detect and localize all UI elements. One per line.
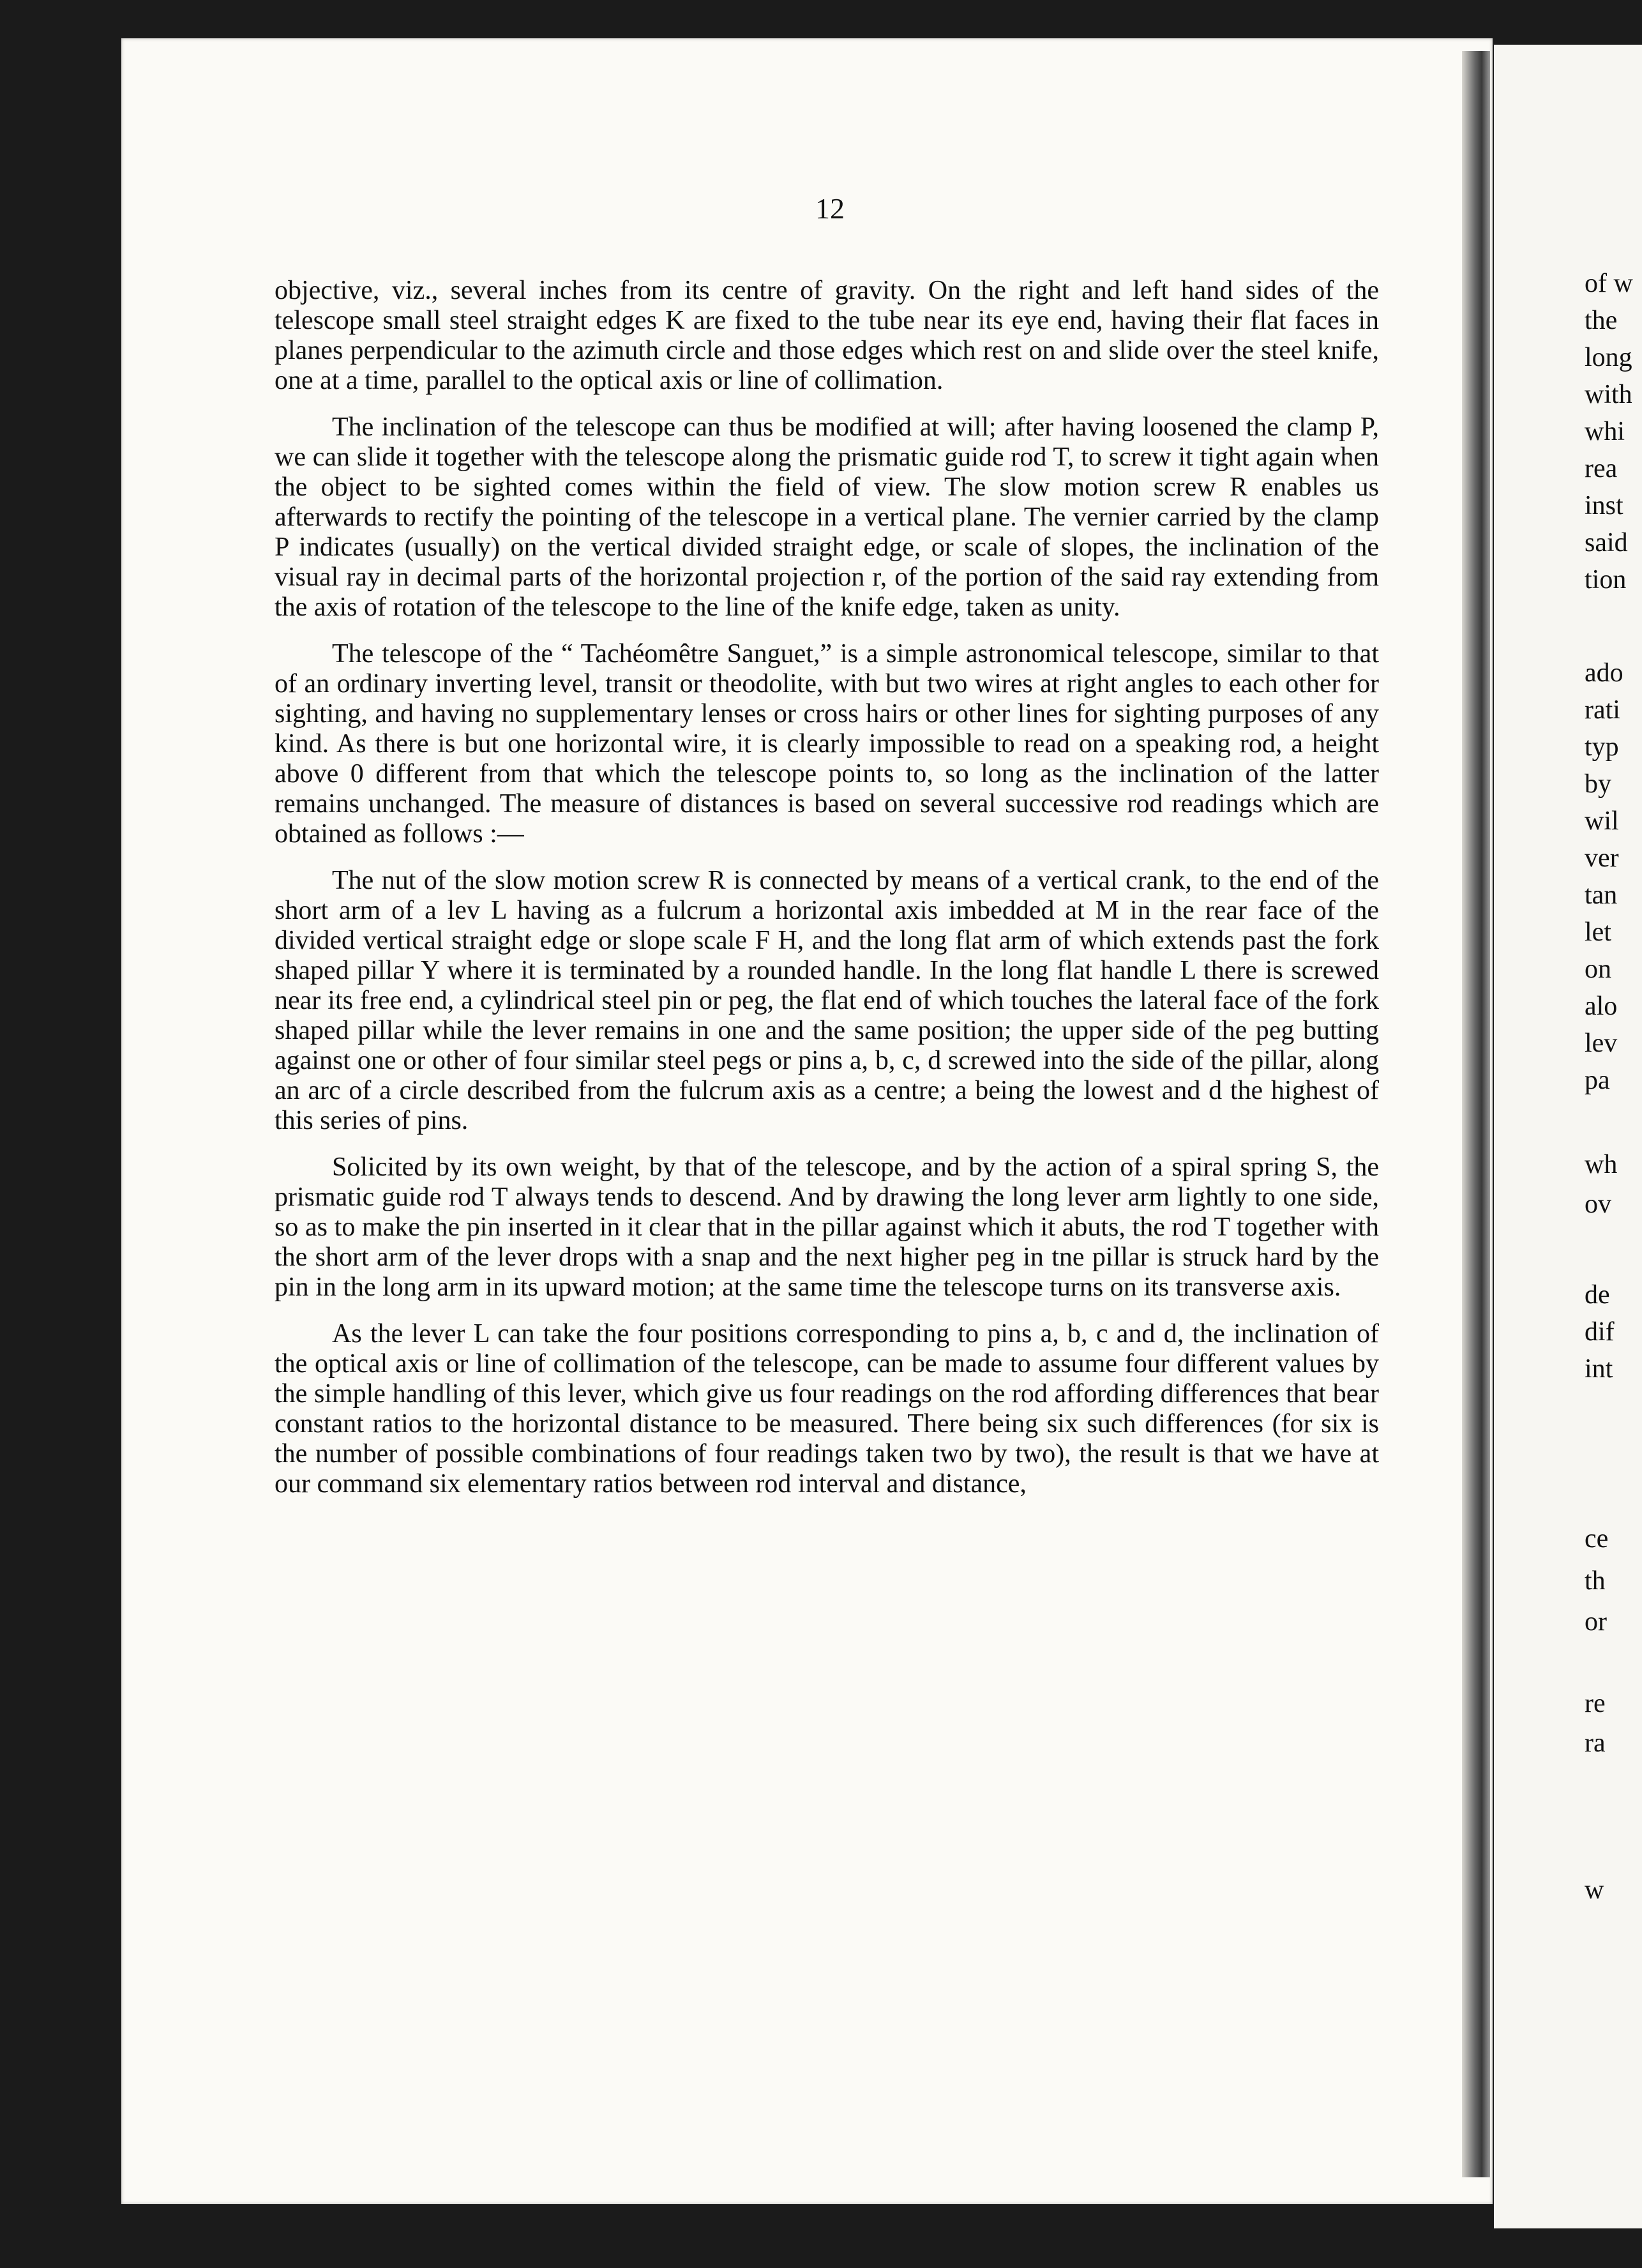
- facing-fragment: ver: [1585, 843, 1619, 873]
- facing-fragment: the: [1585, 306, 1618, 335]
- paragraph-1: objective, viz., several inches from its centre of gravity. On the right and left hand sides of the telescope small steel straight edges K are fixed to the tube near its eye end, having their flat faces in planes perpendicular to the azimuth circle and those edges which rest on and slide over the steel knife, one at a time, parallel to the optical axis or line of collimation.: [275, 276, 1379, 395]
- facing-fragment: de: [1585, 1280, 1610, 1310]
- page-number: 12: [815, 192, 845, 225]
- facing-fragment: lev: [1585, 1029, 1618, 1058]
- facing-fragment: by: [1585, 769, 1611, 799]
- facing-fragment: typ: [1585, 732, 1619, 762]
- facing-fragment: rati: [1585, 695, 1620, 725]
- facing-fragment: of w: [1585, 269, 1633, 298]
- paragraph-2: The inclination of the telescope can thus be modified at will; after having loosened the clamp P, we can slide it together with the telescope along the prismatic guide rod T, to screw it tight again when the object to be sighted comes within the field of view. The slow motion screw R enables us afterwards to rectify the pointing of the telescope in a vertical plane. The vernier carried by the clamp P indicates (usually) on the vertical divided straight edge, or scale of slopes, the inclination of the visual ray in decimal parts of the horizontal projection r, of the portion of the said ray extending from the axis of rotation of the telescope to the line of the knife edge, taken as unity.: [275, 412, 1379, 622]
- facing-fragment: tan: [1585, 881, 1618, 910]
- facing-fragment: th: [1585, 1566, 1606, 1596]
- facing-fragment: on: [1585, 955, 1611, 984]
- facing-fragment: wh: [1585, 1150, 1618, 1179]
- facing-fragment: inst: [1585, 491, 1623, 520]
- facing-fragment: wil: [1585, 806, 1619, 836]
- facing-fragment: alo: [1585, 992, 1618, 1021]
- facing-fragment: ado: [1585, 658, 1623, 688]
- facing-fragment: pa: [1585, 1066, 1610, 1095]
- facing-fragment: re: [1585, 1689, 1606, 1718]
- facing-fragment: rea: [1585, 454, 1618, 483]
- facing-fragment: or: [1585, 1607, 1607, 1637]
- facing-fragment: int: [1585, 1354, 1613, 1384]
- facing-fragment: said: [1585, 528, 1628, 557]
- facing-fragment: whi: [1585, 417, 1625, 446]
- facing-fragment: dif: [1585, 1317, 1615, 1347]
- facing-fragment: w: [1585, 1875, 1604, 1905]
- paragraph-3: The telescope of the “ Tachéomêtre Sanguet,” is a simple astronomical telescope, similar to that of an ordinary inverting level, transit or theodolite, with but two wires at right angles to each other for sighting, and having no supplementary lenses or cross hairs or other lines for sighting purposes of any kind. As there is but one horizontal wire, it is clearly impossible to read on a speaking rod, a height above 0 different from that which the telescope points to, so long as the inclination of the latter remains unchanged. The measure of distances is based on several successive rod readings which are obtained as follows :—: [275, 639, 1379, 849]
- facing-fragment: let: [1585, 918, 1611, 947]
- facing-fragment: long: [1585, 343, 1632, 372]
- paragraph-5: Solicited by its own weight, by that of the telescope, and by the action of a spiral spring S, the prismatic guide rod T always tends to descend. And by drawing the long lever arm lightly to one side, so as to make the pin inserted in it clear that in the pillar against which it abuts, the rod T together with the short arm of the lever drops with a snap and the next higher peg in tne pillar is struck hard by the pin in the long arm in its upward motion; at the same time the telescope turns on its transverse axis.: [275, 1153, 1379, 1302]
- facing-fragment: ce: [1585, 1524, 1609, 1554]
- facing-fragment: ra: [1585, 1728, 1606, 1758]
- facing-fragment: ov: [1585, 1190, 1611, 1219]
- paragraph-4: The nut of the slow motion screw R is connected by means of a vertical crank, to the end of the short arm of a lev L having as a fulcrum a horizontal axis imbedded at M in the rear face of the divided vertical straight edge or slope scale F H, and the long flat arm of which extends past the fork shaped pillar Y where it is terminated by a rounded handle. In the long flat handle L there is screwed near its free end, a cylindrical steel pin or peg, the flat end of which touches the lateral face of the fork shaped pillar while the lever remains in one and the same position; the upper side of the peg butting against one or other of four similar steel pegs or pins a, b, c, d screwed into the side of the pillar, along an arc of a circle described from the fulcrum axis as a centre; a being the lowest and d the highest of this series of pins.: [275, 866, 1379, 1135]
- facing-fragment: tion: [1585, 565, 1627, 594]
- paragraph-6: As the lever L can take the four positions corresponding to pins a, b, c and d, the inclination of the optical axis or line of collimation of the telescope, can be made to assume four different values by the simple handling of this lever, which give us four readings on the rod affording differences that bear constant ratios to the horizontal distance to be measured. There being six such differences (for six is the number of possible combinations of four readings taken two by two), the result is that we have at our command six elementary ratios between rod interval and distance,: [275, 1319, 1379, 1499]
- page-body: [275, 276, 1379, 1516]
- facing-fragment: with: [1585, 380, 1632, 409]
- book-spine: [1462, 51, 1490, 2177]
